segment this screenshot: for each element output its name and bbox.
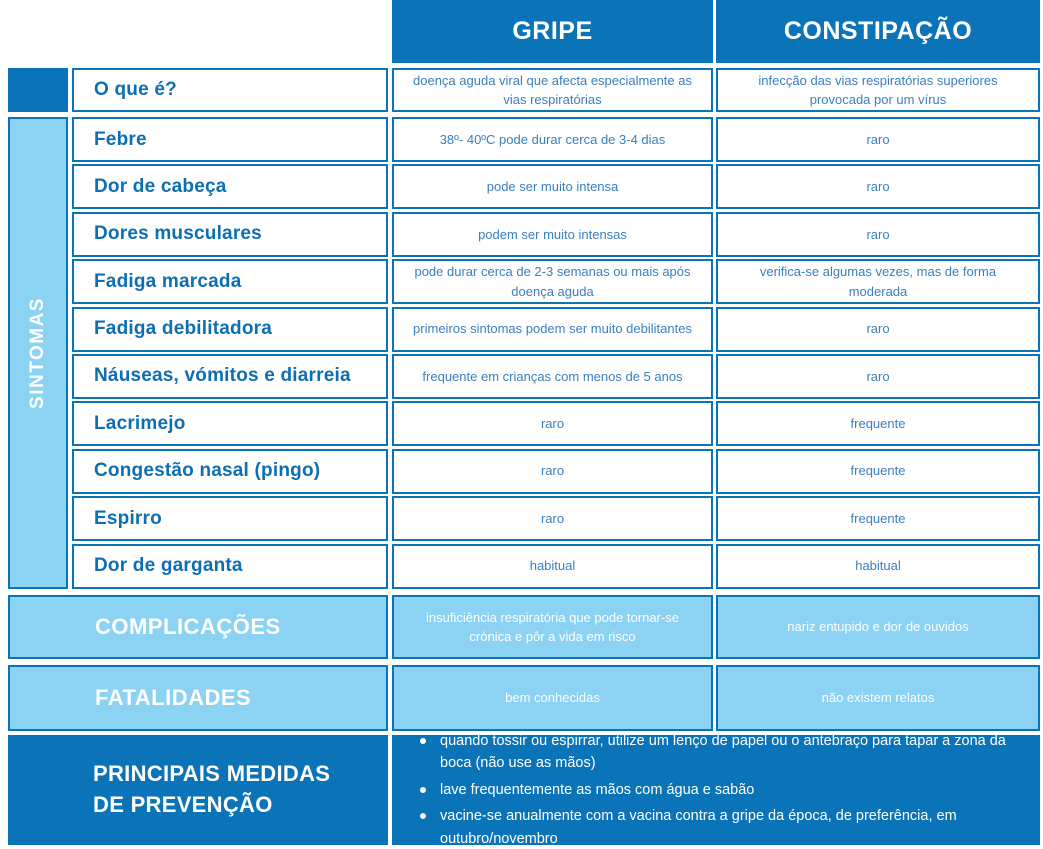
symptom-row-fadiga-marcada (72, 259, 1040, 304)
symptom-label: Fadiga debilitadora (72, 307, 388, 352)
gripe-value: 38º- 40ºC pode durar cerca de 3-4 dias (392, 117, 713, 162)
constipacao-value: habitual (716, 544, 1040, 589)
complicacoes-gripe-value: insuficiência respiratória que pode tornar-se crónica e pôr a vida em risco (392, 595, 713, 659)
what-is-row-marker (8, 68, 68, 112)
constipacao-value: verifica-se algumas vezes, mas de forma moderada (716, 259, 1040, 304)
column-header-gripe: GRIPE (392, 0, 713, 63)
prevencao-bullet-item (420, 730, 1022, 775)
symptom-label: Febre (72, 117, 388, 162)
symptom-row-congestao-nasal (72, 449, 1040, 494)
fatalidades-constipacao-value: não existem relatos (716, 665, 1040, 731)
symptom-label: Dor de cabeça (72, 164, 388, 209)
constipacao-value: frequente (716, 496, 1040, 541)
what-is-label: O que é? (72, 68, 388, 112)
bullet-icon (420, 738, 426, 744)
complicacoes-label: COMPLICAÇÕES (8, 595, 388, 659)
constipacao-value: frequente (716, 401, 1040, 446)
bullet-icon (420, 787, 426, 793)
symptom-row-espirro (72, 496, 1040, 541)
complicacoes-row (8, 595, 1040, 659)
constipacao-value: raro (716, 307, 1040, 352)
prevencao-bullet-item (420, 779, 1022, 801)
prevencao-label-text: PRINCIPAIS MEDIDAS DE PREVENÇÃO (93, 761, 331, 817)
constipacao-value: raro (716, 354, 1040, 399)
symptom-row-febre (72, 117, 1040, 162)
prevencao-bullets (392, 732, 1040, 847)
sintomas-sidebar (8, 117, 68, 589)
prevencao-bullet-list (392, 726, 1040, 849)
symptom-row-nauseas (72, 354, 1040, 399)
what-is-constipacao-text: infecção das vias respiratórias superiores provocada por um vírus (758, 72, 998, 107)
gripe-value: raro (392, 496, 713, 541)
column-header-constipacao: CONSTIPAÇÃO (716, 0, 1040, 63)
symptom-label: Fadiga marcada (72, 259, 388, 304)
constipacao-value: frequente (716, 449, 1040, 494)
gripe-value: pode durar cerca de 2-3 semanas ou mais após doença aguda (392, 259, 713, 304)
constipacao-value: raro (716, 164, 1040, 209)
bullet-icon (420, 813, 426, 819)
sintomas-sidebar-label: SINTOMAS (27, 297, 48, 409)
gripe-value: primeiros sintomas podem ser muito debilitantes (392, 307, 713, 352)
complicacoes-constipacao-value: nariz entupido e dor de ouvidos (716, 595, 1040, 659)
gripe-value: raro (392, 449, 713, 494)
symptom-row-dor-de-garganta (72, 544, 1040, 589)
symptom-row-dores-musculares (72, 212, 1040, 257)
symptom-rows (72, 117, 1040, 591)
gripe-value: raro (392, 401, 713, 446)
fatalidades-label: FATALIDADES (8, 665, 388, 731)
symptom-row-lacrimejo (72, 401, 1040, 446)
prevencao-label (8, 735, 388, 845)
what-is-gripe-value: doença aguda viral que afecta especialmente as vias respiratórias (392, 68, 713, 112)
fatalidades-row (8, 665, 1040, 731)
constipacao-value: raro (716, 212, 1040, 257)
symptom-label: Espirro (72, 496, 388, 541)
what-is-constipacao-value (716, 68, 1040, 112)
constipacao-value: raro (716, 117, 1040, 162)
symptom-label: Dor de garganta (72, 544, 388, 589)
gripe-value: frequente em crianças com menos de 5 anos (392, 354, 713, 399)
prevencao-bullet-text: lave frequentemente as mãos com água e sabão (440, 781, 755, 798)
gripe-value: podem ser muito intensas (392, 212, 713, 257)
prevencao-bullet-item (420, 805, 1022, 849)
symptom-row-dor-de-cabeca (72, 164, 1040, 209)
prevencao-bullet-text: quando tossir ou espirrar, utilize um lenço de papel ou o antebraço para tapar a zona da boca (não use as mãos) (440, 732, 1006, 772)
symptom-label: Dores musculares (72, 212, 388, 257)
fatalidades-gripe-value: bem conhecidas (392, 665, 713, 731)
symptom-label: Congestão nasal (pingo) (72, 449, 388, 494)
symptom-label: Náuseas, vómitos e diarreia (72, 354, 388, 399)
prevencao-bullet-text: vacine-se anualmente com a vacina contra a gripe da época, de preferência, em outubro/novembro (440, 808, 957, 847)
gripe-value: pode ser muito intensa (392, 164, 713, 209)
gripe-value: habitual (392, 544, 713, 589)
symptom-label: Lacrimejo (72, 401, 388, 446)
symptom-row-fadiga-debilitadora (72, 307, 1040, 352)
